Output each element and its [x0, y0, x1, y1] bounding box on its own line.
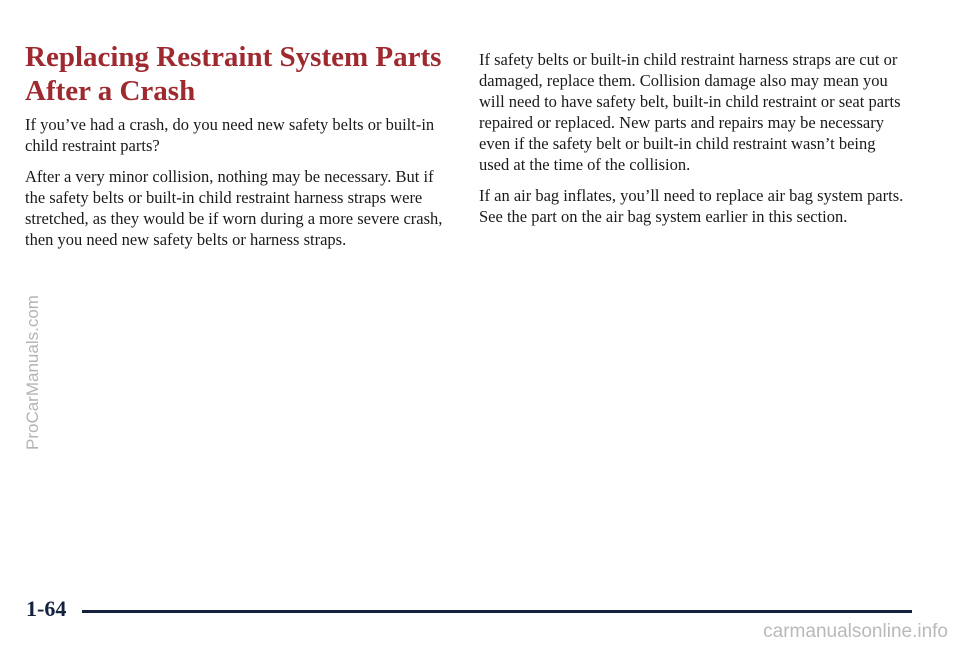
- paragraph-intro-question: If you’ve had a crash, do you need new safety belts or built-in child restraint parts?: [25, 115, 435, 155]
- side-watermark: ProCarManuals.com: [23, 295, 42, 450]
- bottom-watermark: carmanualsonline.info: [763, 621, 948, 642]
- right-column: [479, 49, 909, 237]
- paragraph-minor-collision: After a very minor collision, nothing may be necessary. But if the safety belts or built-in child restraint harness straps were stretched, as they would be if worn during a more severe crash, then you need new safety belts or harness straps.: [25, 167, 443, 249]
- paragraph-air-bag-inflates: If an air bag inflates, you’ll need to replace air bag system parts. See the part on the air bag system earlier in this section.: [479, 186, 904, 226]
- paragraph-damaged-straps: If safety belts or built-in child restraint harness straps are cut or damaged, replace them. Collision damage also may mean you will need to have safety belt, built-in child restraint or seat parts repaired or replaced. New parts and repairs may be necessary even if the safety belt or built-in child restraint wasn’t being used at the time of the collision.: [479, 50, 901, 174]
- page-number: 1-64: [26, 596, 67, 621]
- footer-rule: [82, 610, 912, 613]
- left-column: [25, 114, 445, 260]
- section-title: Replacing Restraint System Parts After a Crash: [25, 41, 442, 107]
